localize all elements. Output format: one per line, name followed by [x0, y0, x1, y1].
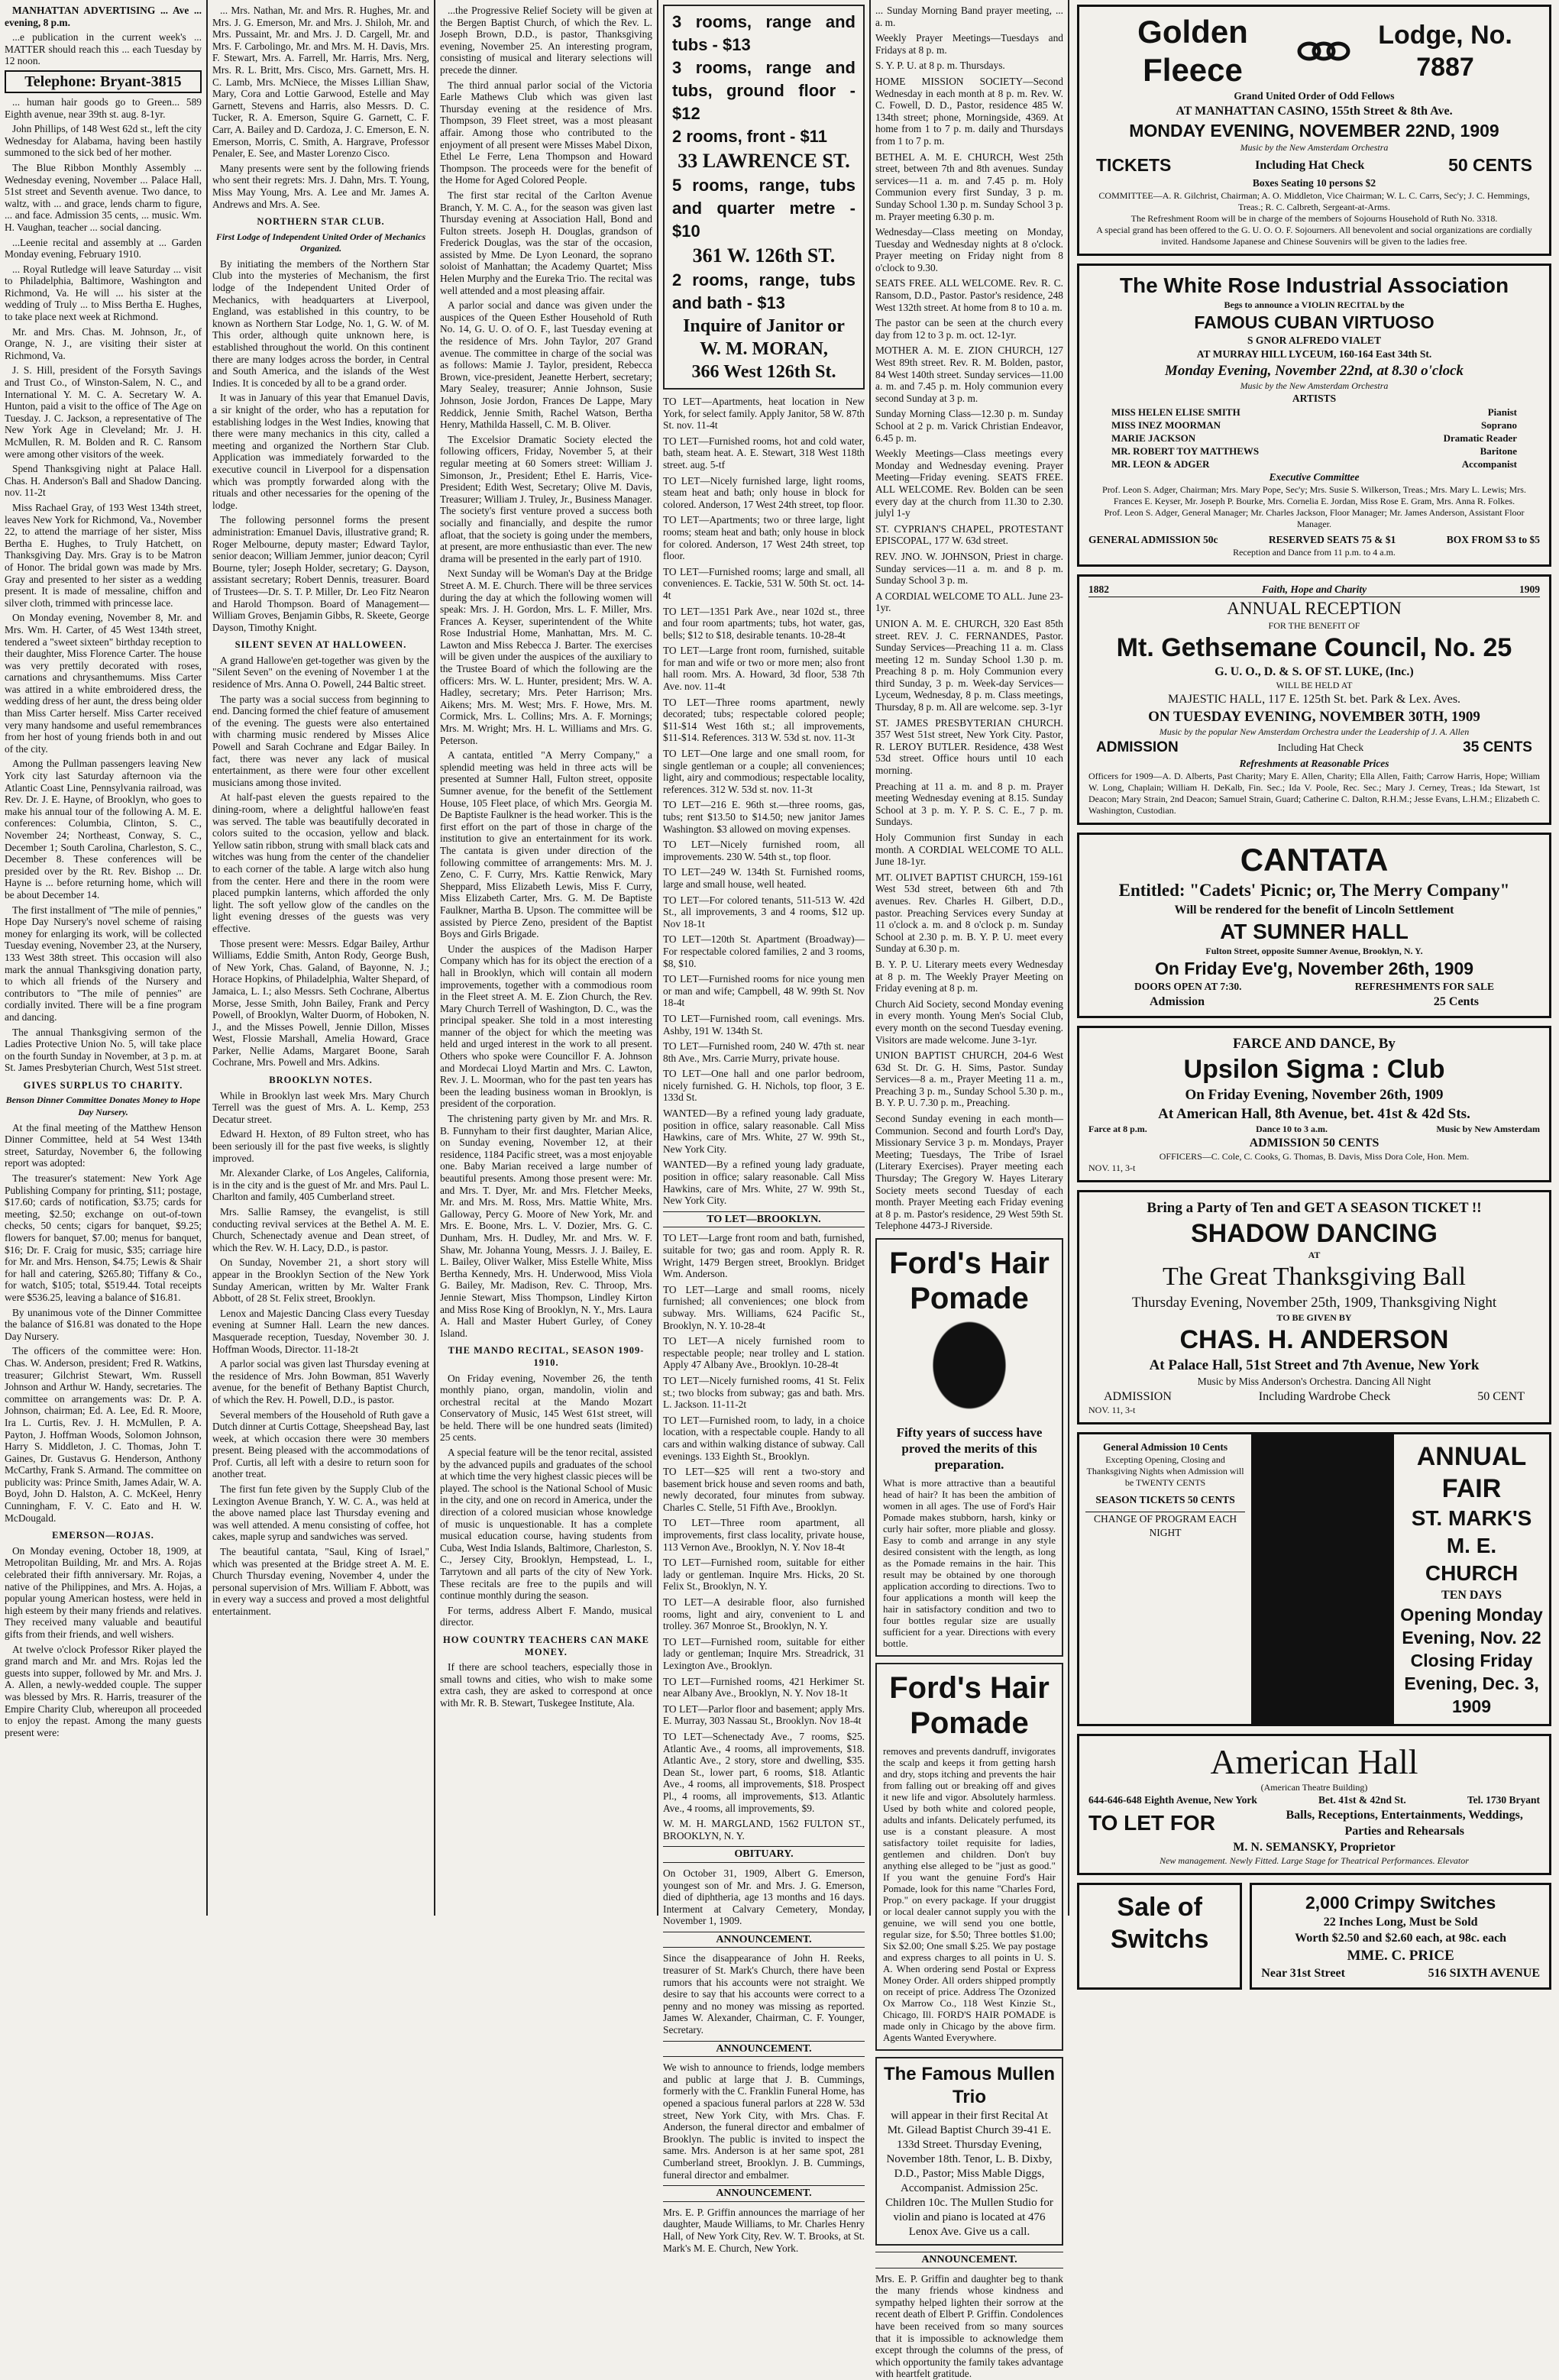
- article-paragraph: UNION A. M. E. CHURCH, 320 East 85th street. REV. J. C. FERNANDES, Pastor. Sunday Services—Preaching 11 a. m. Class meeting 12 m. Sunday School 1.30 p. m. Preaching 8 p. m. Holy Communion every third Sunday, 3 p. m. Week-day Services—Lyceum, Wednesday, 8 p. m. Class meetings, Thursday, 8 p. m. All are welcome. sep. 3-1yr: [875, 617, 1063, 713]
- ad-including: Including Hat Check: [1255, 158, 1365, 172]
- rental-line: 5 rooms, range, tubs and quarter metre - $10: [672, 176, 856, 241]
- section-heading: OBITUARY.: [663, 1846, 865, 1863]
- ad-price: 50 CENTS: [1323, 1137, 1379, 1150]
- ad-famous: FAMOUS CUBAN VIRTUOSO: [1194, 312, 1434, 332]
- article-paragraph: ... Royal Rutledge will leave Saturday ... visit to Philadelphia, Baltimore, Washington and Richmond, Va. He will ... his sister at the wedding of Truly ... to Miss Bertha E. Hughes, to take place next week at Richmond.: [5, 263, 202, 323]
- article-subhead: Benson Dinner Committee Donates Money to Hope Day Nursery.: [5, 1095, 201, 1118]
- ad-except: Excepting Opening, Closing and Thanksgiving Nights when Admission will be TWENTY CENTS: [1086, 1454, 1244, 1488]
- article-paragraph: Several members of the Household of Ruth gave a Dutch dinner at Curtis Cottage, Sheepshead Bay, last week, at which occasion there were 30 members present. Being pleased with the accommodations of Prof. Curtis, all left with a desire to return soon for another treat.: [212, 1408, 429, 1480]
- article-paragraph: At half-past eleven the guests repaired to the dining-room, where a delightful hallowe'en feast was served. The table was beautifully decorated in colors suited to the occasion, yellow and black. Yellow satin ribbon, strung with small black cats and witches was hung from the center of the chandelier to each corner of the table. A large witch also hung from the center. Here and there in the room were placed pumpkin lanterns, which afforded the only light. The soft yellow glow of the candles on the light evening dresses of the guests was very effective.: [212, 791, 429, 934]
- column-4-classifieds: [658, 5, 869, 2254]
- article-paragraph: The pastor can be seen at the church every day from 12 to 3 p. m. oct. 12-1yr.: [875, 317, 1063, 341]
- ad-admission: ADMISSION: [1104, 1390, 1172, 1403]
- ad-farce-time: Farce at 8 p.m.: [1088, 1124, 1147, 1134]
- article-paragraph: The officers of the committee were: Hon. Chas. W. Anderson, president; Fred R. Watkins, treasurer; Gilchrist Stewart, Wm. Russell Johnson and Arthur W. Handy, secretaries. The committee on arrangements was: Dr. P. A. Johnson, chairman; Ed. A. Lee, Ed. R. Moore, Ira L. Curtis, Rev. J. H. McMullen, P. A. Payton, J. Hoffman Woods, Solomon Johnson, Harry S. Middleton, J. C. Thomas, John T. Gaines, Dr. Gustavus G. Henderson, Anthony McCarthy, Frank S. Armand. The committee on publicity was: Prince Smith, James Adair, W. A. Boyd, John D. Halston, A. C. McKeel, Henry Cunningham, F. V. C. Eato and H. W. McDougald.: [5, 1345, 202, 1524]
- artist-role: Soprano: [1481, 419, 1517, 431]
- article-paragraph: We wish to announce to friends, lodge members and public at large that J. B. Cummings, formerly with the C. Franklin Funeral Home, has opened a spacious funeral parlors at 228 W. 53d street, New York City, with Mrs. Chas. F. Anderson, the funeral director and embalmer of Brooklyn. The public is invited to inspect the same. Mrs. Anderson is at her same spot, 281 Cumberland street, Brooklyn. J. B. Cummings, funeral director and embalmer.: [663, 2061, 865, 2181]
- article-paragraph: Wednesday—Class meeting on Monday, Tuesday and Wednesday nights at 8 o'clock. Prayer meeting on Friday night from 8 o'clock to 9.30.: [875, 226, 1063, 273]
- article-paragraph: REV. JNO. W. JOHNSON, Priest in charge. Sunday services—11 a. m. and 8 p. m. Sunday School 3 p. m.: [875, 550, 1063, 587]
- article-paragraph: The following personnel forms the present administration: Emanuel Davis, illustrative grand; R. Roger Melbourne, deputy master; Edward Taylor, senior deacon; William Jemmer, junior deacon; Cyril Bourne, tyler; Joseph Holder, secretary; G. Dayson, assistant secretary; Robert Dennis, treasurer. Board of Trustees—Dr. S. T. P. Miller, Dr. Leo Fitz Nearon and Harold Thompson. Board of Management—William Groves, Benjamin Gibbs, R. Skeete, George Dayson, Timothy Knight.: [212, 514, 429, 633]
- article-paragraph: TO LET—Three rooms apartment, newly decorated; tubs; respectable colored people; $11-$14 West 16th st.; all improvements, $11-$14. References. 313 W. 53d st. nov. 11-3t: [663, 696, 865, 744]
- article-headline: THE MANDO RECITAL, SEASON 1909-1910.: [448, 1345, 645, 1368]
- ad-admission: GENERAL ADMISSION 50c: [1088, 534, 1218, 545]
- ad-annual: ANNUAL RECEPTION: [1227, 599, 1402, 618]
- ad-date: Thursday Evening, November 25th, 1909, Thanksgiving Night: [1131, 1295, 1497, 1311]
- ad-addr: 516 SIXTH AVENUE: [1428, 1967, 1540, 1980]
- article-paragraph: TO LET—Furnished room, call evenings. Mrs. Ashby, 191 W. 134th St.: [663, 1012, 865, 1036]
- article-paragraph: Second Sunday evening in each month—Communion. Second and fourth Lord's Day, Missionary Service 3 p. m. Mondays, Prayer Meeting; Tuesdays, The Tribe of Israel (Literary Exercises). Prayer meeting each Thursday; The Gregory W. Hayes Literary Society meets second Tuesday of each month. Prayer Meeting each Friday evening at 8 p. m. Pastor's residence, 29 West 59th St. Telephone 4473-J Riverside.: [875, 1113, 1063, 1232]
- mullen-body: will appear in their first Recital At Mt. Gilead Baptist Church 39-41 E. 133d Street. Thursday Evening, November 18th. Tenor, L. B. Dixby, D.D., Pastor; Miss Mable Diggs, Accompanist. Admission 25c. Children 10c. The Mullen Studio for violin and piano is located at 476 Lenox Ave. Give us a call.: [885, 2110, 1053, 2238]
- article-paragraph: A cantata, entitled "A Merry Company," a splendid meeting was held in three acts will be presented at Sumner Hall, Fulton street, opposite Sumner avenue, for the benefit of the Settlement House, 105 Fleet place, of which Mrs. Georgia M. De Baptiste Faulkner is the head worker. This is the first effort on the part of those in charge of the institution to give an entertainment for its work. The cantata is given under direction of the following committee of arrangements: Mrs. M. J. Zeno, C. F. Curry, Mrs. Kattie Renwick, Mary Sheppard, Miss Elizabeth Lewis, Miss F. Curry, Miss Elizabeth Carter, Mrs. G. M. De Baptiste Faulkner, Martha B. Upson. The committee will be assisted by Pierce Zeno, president of the Baptist Boys and Girls Brigade.: [440, 749, 652, 940]
- article-paragraph: ...e publication in the current week's ... MATTER should reach this ... each Tuesday by 12 noon.: [5, 31, 202, 67]
- pomade-subtitle: Fifty years of success have proved the merits of this preparation.: [896, 1425, 1043, 1472]
- article-paragraph: The party was a social success from beginning to end. Dancing formed the chief feature of amusement of the evening. The guests were also entertained with charming music rendered by Misses Alice Powell and Sarah Cochrane and Edgar Bailey. In fact, there was never any lack of musical entertainment, as there were four other excellent musicians among those invited.: [212, 693, 429, 788]
- article-paragraph: Weekly Prayer Meetings—Tuesdays and Fridays at 8 p. m.: [875, 32, 1063, 56]
- article-paragraph: Miss Rachael Gray, of 193 West 134th street, leaves New York for Richmond, Va., November 22, to attend the marriage of her sister, Miss Bertha E. Hughes, to Truly Hatchett, on Thanksgiving Day. Mrs. Gray is to be Matron of Honor. The bridal gown was made by Mrs. Gray and presented to her sister as a wedding present. It is made of messaline, chiffon and silver cloth, trimmed with princesse lace.: [5, 501, 202, 609]
- article-paragraph: On Monday evening, October 18, 1909, at Metropolitan Building, Mr. and Mrs. A. Rojas celebrated their fifth anniversary. Mr. Rojas, a native of the Philippines, and Mrs. A. Hojas, a popular young American hostess, were held in high esteem by their many friends and relatives. They received many valuable and beautiful gifts from their friends, and well wishers.: [5, 1544, 202, 1640]
- article-headline: NORTHERN STAR CLUB.: [257, 216, 385, 228]
- article-paragraph: On Sunday, November 21, a short story will appear in the Brooklyn Section of the New York Sunday American, written by Mr. Walter Frank Abbott, of 28 St. Felix street, Brooklyn.: [212, 1256, 429, 1305]
- article-paragraph: The beautiful cantata, "Saul, King of Israel," which was presented at the Bridge street A. M. E. Church Thursday evening, November 4, under the personal supervision of Mrs. William F. Abbott, was in every way a success and proved a most delightful entertainment.: [212, 1546, 429, 1617]
- ad-near: Near 31st Street: [1261, 1967, 1345, 1980]
- ad-sale-of-switchs: [1077, 1883, 1242, 1990]
- ad-including: Including Wardrobe Check: [1258, 1390, 1391, 1403]
- ad-officers: Officers for 1909—A. D. Alberts, Past Charity; Mary E. Allen, Charity; Ella Allen, Faith; Carrow Harris, Hope; William W. Long, Chaplain; William H. DeKalb, Fin. Sec.; Ida V. Poole, Rec. Sec.; Mary J. Cerney, Treas.; Ida Stewart, 1st Deacon; Mary Strain, 2nd Deacon; Samuel Strain, Guard; Catherine C. Dalton, R.H.M.; Jesse Evans, L.H.M.; Elizabeth C. Washington, Custodian.: [1088, 771, 1540, 816]
- article-paragraph: If there are school teachers, especially those in small towns and cities, who wish to make some extra cash, they are asked to correspond at once with Mr. R. B. Stewart, Tuskegee Institute, Ala.: [440, 1661, 652, 1709]
- artist-row: [1088, 458, 1540, 471]
- article-paragraph: On Friday evening, November 26, the tenth monthly piano, organ, mandolin, violin and orchestral recital at the Mando Mozart Conservatory of Music, 145 West 61st street, will be held. There will be one hundred seats (limited) 25 cents.: [440, 1372, 652, 1444]
- ad-mgmt: Prof. Leon S. Adger, General Manager; Mr. Charles Jackson, Floor Manager; Mr. James Anderson, Assistant Floor Manager.: [1104, 507, 1525, 529]
- artist-name: MR. LEON & ADGER: [1111, 458, 1210, 470]
- mullen-title: The Famous Mullen Trio: [883, 2064, 1055, 2107]
- ad-note: The Refreshment Room will be in charge of the members of Sojourns Household of Ruth No. 3318.: [1130, 213, 1498, 224]
- article-paragraph: WANTED—By a refined young lady graduate, position in office; salary reasonable. Call Miss Hawkins, care of Mrs. White, 27 W. 99th St., New York City.: [663, 1159, 865, 1207]
- rental-line: 2 rooms, range, tubs and bath - $13: [672, 270, 856, 312]
- ad-reception: Reception and Dance from 11 p.m. to 4 a.m.: [1233, 547, 1396, 558]
- pomade-body: removes and prevents dandruff, invigorates the scalp and keeps it from getting harsh and dry, stops itching and prevents the hair from falling out or breaking off and gives it new life and vigor. Absolutely harmless. Used by both white and colored people, adults and infants. Delicately perfumed, its use is a constant pleasure. A most satisfactory toilet requisite for ladies, gentlemen and children. Don't buy anything else alleged to be "just as good." If you want the genuine Ford's Hair Pomade, look for this name "Charles Ford, Prop." on every package. If your druggist or local dealer cannot supply you with the genuine, we will send you one bottle, regular size, for $.50; Three bottles $1.00; Six $2.00; One small $.25. We pay postage and express charges to all points in U. S. A. When ordering send Postal or Express Money Order. All orders shipped promptly on receipt of price. Address The Ozonized Ox Marrow Co., 118 West Kinzie St., Chicago, Ill. FORD'S HAIR POMADE is made only in Chicago by the above firm. Agents Wanted Everywhere.: [883, 1745, 1056, 2043]
- column-5-church-notices: [871, 5, 1068, 2380]
- ad-tickets: TICKETS: [1096, 155, 1172, 175]
- article-paragraph: A parlor social was given last Thursday evening at the residence of Mrs. John Bowman, 851 Waverly avenue, for the benefit of Bethany Baptist Church, of which the Rev. H. Powell, D.D., is pastor.: [212, 1358, 429, 1405]
- article-paragraph: TO LET—Schenectady Ave., 7 rooms, $25. Atlantic Ave., 4 rooms, all improvements, $18. Atlantic Ave., 2 story, store and dwelling, $35. Dean St., lower part, 6 rooms, $18. Atlantic Ave., 4 rooms, all improvements, $18. Prospect Pl., 4 rooms, all improvements, $13. Atlantic Ave., 4 rooms, all improvements, $9.: [663, 1730, 865, 1814]
- ad-cantata: [1077, 833, 1551, 1018]
- ad-days: TEN DAYS: [1441, 1589, 1502, 1602]
- ad-music: Music by New Amsterdam: [1436, 1124, 1540, 1134]
- ad-venue: At Palace Hall, 51st Street and 7th Avenue, New York: [1149, 1357, 1480, 1373]
- ad-price: 25 Cents: [1433, 995, 1479, 1008]
- rental-line: 3 rooms, range and tubs - $13: [672, 12, 856, 54]
- article-paragraph: At twelve o'clock Professor Riker played the grand march and Mr. and Mrs. Rojas led the guests into supper, followed by Mr. and Mrs. J. A. Allen, a newly-wedded couple. The supper was blessed by Mrs. R. Harris, treasurer of the Empire Charity Club, whereupon all proceeded to enjoy the repast. Among the many guests present were:: [5, 1643, 202, 1738]
- ad-admission: Admission: [1150, 995, 1205, 1008]
- ad-note-2: A special grand has been offered to the G. U. O. O. F. Sojourners. All benevolent and social organizations are cordially invited. Handsome Japanese and Chinese Souvenirs will be given to the ladies free.: [1096, 225, 1532, 247]
- ad-sale: Sale of: [1117, 1893, 1202, 1922]
- article-headline: HOW COUNTRY TEACHERS CAN MAKE MONEY.: [442, 1634, 650, 1657]
- ad-count: 2,000 Crimpy Switches: [1305, 1893, 1496, 1913]
- ad-artists-heading: ARTISTS: [1292, 393, 1337, 404]
- artist-name: MARIE JACKSON: [1111, 432, 1196, 444]
- section-heading: ANNOUNCEMENT.: [663, 1932, 865, 1948]
- artist-name: MISS HELEN ELISE SMITH: [1111, 406, 1240, 418]
- article-paragraph: TO LET—Furnished room, to lady, in a choice location, with a respectable couple. Handy to all cars and within walking distance of subway. Call evenings. 133 Eighth St., Brooklyn.: [663, 1414, 865, 1462]
- ad-including: Including Hat Check: [1277, 741, 1364, 753]
- rental-line: 3 rooms, range and tubs, ground floor - $12: [672, 58, 856, 123]
- portrait-icon: [923, 1321, 1015, 1420]
- article-paragraph: Many presents were sent by the following friends who sent their regrets: Mrs. J. Dahn, Mrs. T. Young, Miss May Young, Mrs. A. Lee and Mr. James A. Andrews and Mrs. A. See.: [212, 162, 429, 210]
- ad-admission: ADMISSION: [1249, 1137, 1321, 1150]
- ad-opening: Opening Monday Evening, Nov. 22: [1400, 1605, 1543, 1648]
- article-paragraph: The Excelsior Dramatic Society elected the following officers, Friday, November 5, at their regular meeting at 60 Somers street: William J. Simonson, Jr., President; Ethel E. Harris, Vice-President; Edith West, Secretary; Olive M. Davis, Treasurer; William J. Truley, Jr., Business Manager. The society's first venture proved a success both socially and financially, and despite the rumor afloat, that the society is going under the members, at present, are more enthusiastic than ever. The new drama will be presented in the early part of 1910.: [440, 433, 652, 564]
- ad-date: Monday Evening, November 22nd, at 8.30 o'clock: [1164, 363, 1464, 379]
- rental-ad-box: [663, 5, 865, 390]
- article-paragraph: TO LET—216 E. 96th st.—three rooms, gas, tubs; rent $13.50 to $14.50; new janitor James Washington. $3 allowed on moving expenses.: [663, 799, 865, 835]
- column-1: [0, 5, 206, 1911]
- ad-exec: Prof. Leon S. Adger, Chairman; Mrs. Mary Pope, Sec'y; Mrs. Susie S. Wilkerson, Treas.; Mrs. Mary L. Lewis; Mrs. Frances E. Keyser, Mr. Joseph P. Bourke, Mrs. Cornelia E. Jordan, Miss Rose E. Gram, Mrs. Anna R. Folkes.: [1102, 484, 1526, 506]
- ads-column: [1069, 5, 1559, 1980]
- rental-line: 2 rooms, front - $11: [672, 127, 827, 146]
- ad-shadow-dancing: [1077, 1190, 1551, 1424]
- artist-row: [1088, 406, 1540, 419]
- article-paragraph: W. M. H. MARGLAND, 1562 FULTON ST., BROOKLYN, N. Y.: [663, 1818, 865, 1842]
- article-paragraph: The christening party given by Mr. and Mrs. R. B. Funnyham to their first daughter, Marian Alice, on Sunday evening, November 12, at their residence, 1184 Pacific street, was a most enjoyable one. Baby Marian received a large number of beautiful presents. Among those present were: Mr. and Mrs. T. Dyer, Mr. and Mrs. Fletcher Meeks, Mr. and Mrs. M. Ross, Mrs. Mattie White, Mrs. Galloway, Percy G. Moore of New York, Mr. and Mrs. E. Boone, Mrs. L. V. Dozier, Mrs. G. C. Dunham, Mrs. H. Dudley, Mr. and Mrs. W. F. Shaw, Mr. Johanna Young, Messrs. J. J. Bailey, E. L. Bailey, Oliver Walker, Miss Estelle White, Miss Bertha Kennedy, Mrs. H. Underwood, Miss Viola G. Bailey, Mr. Madison, Rev. C. Throop, Mrs. Jennie Stewart, Miss Thompson, Lindley Kirton and Miss Rose King of Brooklyn, N. Y., Mrs. Laura A. Hall and Master Hubert Gurley, of Coney Island.: [440, 1113, 653, 1339]
- ad-date: On Friday Eve'g, November 26th, 1909: [1154, 959, 1474, 978]
- ad-date: ON TUESDAY EVENING, NOVEMBER 30TH, 1909: [1148, 709, 1480, 725]
- article-paragraph: Weekly Meetings—Class meetings every Monday and Wednesday evening. Prayer Meeting—Friday evening. SEATS FREE. ALL WELCOME. Rev. Bolden can be seen every day at the church from 11.30 to 2.30. julyl 1-y: [875, 448, 1063, 519]
- ad-venue: AT MANHATTAN CASINO, 155th Street & 8th Ave.: [1176, 105, 1453, 118]
- artist-name: MISS INEZ MOORMAN: [1111, 419, 1221, 431]
- article-paragraph: MOTHER A. M. E. ZION CHURCH, 127 West 89th street. Rev. R. M. Bolden, pastor, 84 West 140th street. Sunday services—11.00 a. m. and 7.45 p. m. Holy communion every second Sunday at 3 p. m.: [875, 344, 1063, 404]
- artist-row: [1088, 419, 1540, 432]
- rental-agent-address: 366 West 126th St.: [691, 362, 836, 382]
- article-paragraph: TO LET—249 W. 134th St. Furnished rooms, large and small house, well heated.: [663, 866, 865, 890]
- ad-tel: Tel. 1730 Bryant: [1467, 1794, 1540, 1806]
- article-paragraph: TO LET—Parlor floor and basement; apply Mrs. E. Murray, 303 Nassau St., Brooklyn. Nov 18-4t: [663, 1703, 865, 1727]
- ad-mgmt: New management. Newly Fitted. Large Stage for Theatrical Performances. Elevator: [1160, 1855, 1469, 1866]
- article-paragraph: TO LET—1351 Park Ave., near 102d st., three and four room apartments; tubs, hot water, gas, bells; $12 to $18, desirable tenants. 10-28-4t: [663, 605, 865, 641]
- column-3: [435, 5, 657, 1911]
- article-paragraph: Mrs. E. P. Griffin and daughter beg to thank the many friends whose kindness and sympathy helped lighten their sorrow at the recent death of Elbert P. Griffin. Condolences have been received from so many sources that it is impossible to acknowledge them except through the columns of the press, of which opportunity the family takes advantage with heartfelt gratitude.: [875, 2272, 1063, 2380]
- article-paragraph: BETHEL A. M. E. CHURCH, West 25th street, between 7th and 8th avenues. Sunday services—11 a. m. and 7.45 p. m. Holy Communion every first Sunday, 3 p. m. Sunday School 1.30 p. m. Sunday School 3 p. m. Prayer meeting 6.30 p. m.: [875, 150, 1063, 222]
- ad-title: American Hall: [1210, 1742, 1418, 1781]
- ad-price: 50 CENTS: [1448, 155, 1532, 175]
- article-paragraph: Next Sunday will be Woman's Day at the Bridge Street A. M. E. Church. There will be three services during the day at which the following women will speak: Mrs. J. H. Gordon, Mrs. L. F. Miller, Mrs. Frances A. Keyser, superintendent of the White Rose Industrial Home, Manhattan, Mrs. M. C. Lawton and Miss Rebecca J. Barter. The exercises will be given under the auspices of the auxiliary to the Trustee Board of which the following are the officers: Mrs. W. L. Hunter, president; Mrs. W. A. Hadley, secretary; Mrs. Peter Harrison; Mrs. Aikens; Mrs. M. West; Mrs. F. Howe, Mrs. M. Cormick, Mrs. L. Collins; Mrs. A. F. Mornings; Mrs. M. Wright; Mrs. H. L. Williams and Mrs. G. Peterson.: [440, 568, 652, 746]
- article-paragraph: TO LET—Furnished rooms, hot and cold water, bath, steam heat. A. E. Stewart, 318 West 118th street. aug. 5-tf: [663, 435, 865, 471]
- ad-american-hall: [1077, 1734, 1551, 1875]
- rental-inquire: Inquire of Janitor or: [683, 316, 845, 336]
- ad-title-a: Upsilon: [1183, 1055, 1279, 1084]
- article-paragraph: TO LET—Apartments, heat location in New York, for select family. Apply Janitor, 58 W. 87th St. nov. 11-4t: [663, 396, 865, 432]
- article-paragraph: The Blue Ribbon Monthly Assembly ... Wednesday evening, November ... Palace Hall, 51st street and Seventh avenue. Two dance, to waltz, with ... and grace, lends charm to figure, ... and face. Admission 35 cents, ... music. Wm. H. Vaughan, teacher ... social dancing.: [5, 161, 202, 233]
- article-paragraph: By unanimous vote of the Dinner Committee the balance of $16.81 was donated to the Hope Day Nursery.: [5, 1306, 202, 1342]
- article-paragraph: It was in January of this year that Emanuel Davis, a sir knight of the order, who has a reputation for establishing lodges in the West Indies, knowing that there were many mechanics in this city, called a meeting and organized the Northern Star Club. Application was immediately forwarded to the executive council in Liverpool for a dispensation which was promptly forwarded along with the rituals and other necessaries for the opening of the lodge.: [212, 392, 429, 511]
- article-paragraph: TO LET—For colored tenants, 511-513 W. 42d St., all improvements, 3 and 4 rooms, $12 up. Nov 18-1t: [663, 894, 865, 930]
- article-headline: BROOKLYN NOTES.: [269, 1075, 373, 1086]
- article-paragraph: Holy Communion first Sunday in each month. A CORDIAL WELCOME TO ALL. June 18-1yr.: [875, 832, 1063, 868]
- article-paragraph: WANTED—By a refined young lady graduate, position in office, salary reasonable. Call Miss Hawkins, care of Mrs. White, 27 W. 99th St., New York City.: [663, 1108, 865, 1155]
- ad-date: On Friday Evening, November 26th, 1909: [1185, 1087, 1444, 1103]
- ad-rendered: Will be rendered for the benefit of Lincoln Settlement: [1174, 904, 1454, 917]
- pomade-ad: [875, 1238, 1063, 1657]
- article-paragraph: TO LET—One hall and one parlor bedroom, nicely furnished. G. H. Nichols, top floor, 3 E. 133d St.: [663, 1068, 865, 1104]
- ad-ball: The Great Thanksgiving Ball: [1163, 1263, 1466, 1291]
- article-paragraph: TO LET—Furnished room, 240 W. 47th st. near 8th Ave., Mrs. Carrie Murry, private house.: [663, 1040, 865, 1064]
- ad-given: TO BE GIVEN BY: [1276, 1312, 1352, 1323]
- article-paragraph: UNION BAPTIST CHURCH, 204-6 West 63d St. Dr. G. H. Sims, Pastor. Sunday Services—8 a. m., Prayer Meeting 11 a. m., Preaching 3 p. m., Sunday School 5.30 p. m., B. Y. P. U. 7.30 p. m., Preaching.: [875, 1049, 1063, 1109]
- ad-uses: Balls, Receptions, Entertainments, Weddings, Parties and Rehearsals: [1286, 1809, 1523, 1838]
- ad-general: General Admission 10 Cents: [1102, 1441, 1228, 1453]
- ad-refreshments: REFRESHMENTS FOR SALE: [1354, 981, 1494, 992]
- ad-venue: AT MURRAY HILL LYCEUM, 160-164 East 34th St.: [1196, 348, 1432, 360]
- chain-links-icon: [1297, 38, 1350, 64]
- ad-ref: NOV. 11, 3-t: [1088, 1405, 1136, 1415]
- article-paragraph: Edward H. Hexton, of 89 Fulton street, who has been seriously ill for the past five weeks, is slightly improved.: [212, 1128, 429, 1164]
- ad-motto: Faith, Hope and Charity: [1261, 584, 1367, 595]
- article-paragraph: ST. CYPRIAN'S CHAPEL, PROTESTANT EPISCOPAL, 177 W. 63d street.: [875, 522, 1063, 547]
- article-paragraph: TO LET—Nicely furnished large, light rooms, steam heat and bath; only house in block for colored. Anderson, 17 West 24th street, top floor.: [663, 474, 865, 510]
- article-paragraph: SEATS FREE. ALL WELCOME. Rev. R. C. Ransom, D.D., Pastor. Pastor's residence, 248 West 132th street. At home from 8 to 10 a. m.: [875, 277, 1063, 313]
- ad-performer: S GNOR ALFREDO VIALET: [1247, 335, 1381, 346]
- ad-doors: DOORS OPEN AT 7:30.: [1134, 981, 1242, 992]
- ad-officers: OFFICERS—C. Cole, C. Cooks, G. Thomas, B. Davis, Miss Dora Cole, Hon. Mem.: [1159, 1151, 1470, 1162]
- ad-box: BOX FROM $3 to $5: [1446, 534, 1540, 545]
- article-paragraph: Among the Pullman passengers leaving New York city last Saturday afternoon via the Atlantic Coast Line, Pennsylvania railroad, was Rev. Dr. J. E. Hayne, of Brooklyn, who goes to make his annual tour of the following A. M. E. conferences: Columbia, Clinton, S. C., November 24; Northeast, Conway, S. C., December 1; South Carolina, Charleston, S. C., December 8. These conferences will be presided over by the Rt. Rev. Bishop ... Dr. Hayne is ... before returning home, which will be about December 14.: [5, 758, 202, 901]
- article-paragraph: The annual Thanksgiving sermon of the Ladies Protective Union No. 5, will take place on the fourth Sunday in November, at 3 p. m. at St. James Presbyterian Church, West 51st street.: [5, 1026, 202, 1074]
- article-paragraph: MT. OLIVET BAPTIST CHURCH, 159-161 West 53d street, between 6th and 7th avenues. Rev. Charles H. Gilbert, D.D., pastor. Preaching Services every Sunday at 11 o'clock a. m. and 8 o'clock p. m. Sunday School at 2.30 p. m. B. Y. P. U. meet every Sunday at 6.30 p. m.: [875, 871, 1063, 955]
- article-paragraph: ...the Progressive Relief Society will be given at the Bergen Baptist Church, of which the Rev. L. Joseph Brown, D.D., is pastor, Thanksgiving evening, November 25. An interesting program, consisting of musical and literary selections will precede the dinner.: [440, 5, 652, 76]
- article-paragraph: The first star recital of the Carlton Avenue Branch, Y. M. C. A., for the season was given last Thursday evening at Association Hall, Bond and Fulton streets. Joseph H. Douglas, grandson of Frederick Douglas, was the star of the occasion, assisted by Mme. De Lyon Leonard, the soprano soloist of Manhattan; the Academy Quartet; Miss Helen Murphy and the Eureka Trio. The recital was well attended and a most pleasing affair.: [440, 189, 652, 296]
- ad-organizer: CHAS. H. ANDERSON: [1179, 1325, 1449, 1354]
- article-paragraph: A CORDIAL WELCOME TO ALL. June 23-1yr.: [875, 590, 1063, 614]
- article-paragraph: The first fun fete given by the Supply Club of the Lexington Avenue Branch, Y. W. C. A., was held at the above named place last Thursday evening and was well attended. A menu consisting of coffee, hot cakes, maple syrup and sandwiches was served.: [212, 1483, 429, 1543]
- artist-role: Pianist: [1487, 406, 1517, 418]
- article-paragraph: Under the auspices of the Madison Harper Company which has for its object the erection of a hall in Brooklyn, which will contain all modern improvements, together with a commodious room in the Fleet street A. M. E. Zion Church, the Rev. Mary Church Terrell of Washington, D. C., was the principal speaker. She told in a most interesting manner of the object for which the meeting was held and urged interest in the work to all present. Others who spoke were Councillor F. A. Johnson and Mordecai Lloyd Martin and Mrs. C. Lawton, Rev. J. L. Moorman, who for the past ten years has been the leading business woman in Brooklyn, is president of the corporation.: [440, 943, 652, 1110]
- article-headline: EMERSON—ROJAS.: [52, 1530, 154, 1541]
- ad-gethsemane: [1077, 574, 1551, 825]
- ad-entitled: Entitled: "Cadets' Picnic; or, The Merry Company": [1118, 881, 1510, 900]
- ad-annual-fair: [1077, 1432, 1551, 1726]
- article-headline: SILENT SEVEN AT HALLOWEEN.: [234, 639, 407, 651]
- ad-founded: 1882: [1088, 584, 1109, 595]
- article-paragraph: TO LET—A desirable floor, also furnished rooms, light and airy, convenient to L and trolley. 367 Monroe St., Brooklyn, N. Y.: [663, 1596, 865, 1632]
- article-paragraph: Sunday Morning Class—12.30 p. m. Sunday School at 2 p. m. Varick Christian Endeavor, 6.45 p. m.: [875, 408, 1063, 444]
- ad-title: Mt. Gethsemane Council, No. 25: [1116, 633, 1512, 662]
- ad-title-b: Sigma: [1286, 1055, 1364, 1084]
- pomade-title: Ford's Hair Pomade: [889, 1247, 1050, 1315]
- artist-role: Baritone: [1480, 445, 1517, 457]
- article-headline: GIVES SURPLUS TO CHARITY.: [23, 1079, 183, 1091]
- ad-change: CHANGE OF PROGRAM EACH NIGHT: [1085, 1512, 1245, 1540]
- article-paragraph: A parlor social and dance was given under the auspices of the Queen Esther Household of Ruth No. 14, G. U. O. of O. F., last Tuesday evening at the residence of Mrs. John Taylor, 207 Grand avenue. The committee in charge of the social was as follows: Mamie J. Taylor, president, Rebecca Brown, vice-president, Jeanette Herbert, secretary; Mary Sealey, treasurer; Annie Johnson, Susie Johnson, Josie Jordon, Frances De Lappe, Mary Reddick, Jennie Smith, Rachel Watson, Bertha Henry, Mathilda Hassell, C. M. B. Oliver.: [440, 299, 652, 431]
- ad-ref: NOV. 11, 3-t: [1088, 1163, 1136, 1173]
- section-heading: ANNOUNCEMENT.: [663, 2185, 865, 2202]
- section-heading: TO LET—BROOKLYN.: [663, 1211, 865, 1228]
- ad-year: 1909: [1519, 584, 1540, 595]
- article-paragraph: TO LET—Large and small rooms, nicely furnished; all conveniences; one block from subway. Mrs. Williams, 624 Pacific St., Brooklyn, N. Y. 10-28-4t: [663, 1283, 865, 1331]
- ad-music: Music by the New Amsterdam Orchestra: [1240, 380, 1389, 391]
- ad-title: CANTATA: [1240, 842, 1389, 878]
- ad-benefit: FOR THE BENEFIT OF: [1268, 620, 1360, 631]
- article-paragraph: TO LET—120th St. Apartment (Broadway)—For respectable colored families, 2 and 3 rooms, $8, $10.: [663, 933, 865, 969]
- ad-order: Grand United Order of Odd Fellows: [1234, 90, 1395, 102]
- article-paragraph: Mr. and Mrs. Chas. M. Johnson, Jr., of Orange, N. J., are visiting their sister at Richmond, Va.: [5, 325, 202, 361]
- artist-role: Dramatic Reader: [1443, 432, 1517, 444]
- article-paragraph: TO LET—$25 will rent a two-story and basement brick house and seven rooms and bath, newly decorated, four minutes from subway. Charles C. Stelle, 51 Fifth Ave., Brooklyn.: [663, 1466, 865, 1513]
- ad-price: 50 CENT: [1477, 1390, 1525, 1403]
- article-paragraph: J. S. Hill, president of the Forsyth Savings and Trust Co., of Winston-Salem, N. C., and International Y. M. C. A. Secretary W. A. Hunton, paid a visit to the office of The Age on Tuesday. J. C. Jackson, a representative of The New York Age in Cleveland; Mr. J. H. McMullen, R. M. Bolden and R. C. Ransom were among other visitors of the week.: [5, 364, 202, 460]
- ad-artists-list: [1088, 406, 1540, 471]
- article-paragraph: Spend Thanksgiving night at Palace Hall. Chas. H. Anderson's Ball and Shadow Dancing. nov. 11-2t: [5, 463, 202, 499]
- ad-music: Music by Miss Anderson's Orchestra. Dancing All Night: [1197, 1376, 1431, 1387]
- article-paragraph: TO LET—Apartments; two or three large, light rooms; steam heat and bath; only house in block for colored. Anderson, 17 West 24th street, top floor.: [663, 514, 865, 562]
- ad-church: ST. MARK'S M. E. CHURCH: [1411, 1506, 1532, 1585]
- mullen-trio-ad: [875, 2057, 1063, 2246]
- ad-venue: At American Hall, 8th Avenue, bet. 41st & 42d Sts.: [1158, 1106, 1470, 1122]
- ad-held: WILL BE HELD AT: [1276, 680, 1353, 690]
- article-paragraph: Church Aid Society, second Monday evening in every month. Young Men's Social Club, every month on the second Tuesday evening. Visitors are made welcome. June 3-1yr.: [875, 998, 1063, 1046]
- ad-music: Music by the popular New Amsterdam Orchestra under the Leadership of J. A. Allen: [1159, 726, 1470, 737]
- article-paragraph: A grand Hallowe'en get-together was given by the "Silent Seven" on the evening of November 1 at the residence of Mrs. Anna O. Powell, 244 Baltic street.: [212, 654, 429, 690]
- article-paragraph: TO LET—Nicely furnished room, all improvements. 230 W. 54th st., top floor.: [663, 839, 865, 862]
- article-paragraph: ... Mrs. Nathan, Mr. and Mrs. R. Hughes, Mr. and Mrs. J. G. Emerson, Mr. and Mrs. J. Shiloh, Mr. and Mrs. Pussaint, Mr. and Mrs. J. D. Cargell, Mr. and Mrs. F. Carbolingo, Mr. and Mrs. M. H. Davis, Mrs. F. Stewart, Mrs. A. Farrell, Mr. Harris, Mrs. Nerg, Mrs. R. L. Britt, Mrs. Cisco, Mrs. Garnett, Mrs. H. C. Lamb, Mrs. McNiece, the Misses Lillian Shaw, Mary, Cora and Lottie Garwood, Estelle and May Garnett, Stevens and Harris, also Messrs. D. C. Tucker, R. A. Emerson, Squire G. Garnett, C. F. Carr, A. Bailey and D. Cardoza, J. C. Emerson, E. N. Emerson, Morris, C. Smith, A. Hargrave, Professor Penaler, E. See, and Master Lorenzo Cisco.: [212, 5, 429, 160]
- ad-switchs: Switchs: [1110, 1925, 1209, 1954]
- article-paragraph: S. Y. P. U. at 8 p. m. Thursdays.: [875, 60, 1005, 72]
- ad-farce: FARCE AND DANCE, By: [1233, 1036, 1396, 1052]
- ad-worth: Worth $2.50 and $2.60 each, at 98c. each: [1295, 1932, 1507, 1945]
- ad-title: ANNUAL FAIR: [1416, 1442, 1527, 1503]
- article-paragraph: HOME MISSION SOCIETY—Second Wednesday in each month at 8 p. m. Rev. W. C. Fowell, D. D., Pastor, residence 485 W. 134th street; phone, Morningside, 4369. At home from 1 to 7 p. m. daily and Thursdays from 1 to 7 p. m.: [875, 75, 1063, 147]
- ad-length: 22 Inches Long, Must be Sold: [1323, 1916, 1478, 1929]
- ad-tolet: TO LET FOR: [1088, 1811, 1215, 1835]
- article-paragraph: Mr. Alexander Clarke, of Los Angeles, California, is in the city and is the guest of Mr. and Mrs. Paul L. Charlton and family, 405 Cumberland street.: [212, 1167, 429, 1203]
- section-heading: ANNOUNCEMENT.: [875, 2252, 1063, 2268]
- article-paragraph: On Monday evening, November 8, Mr. and Mrs. Wm. H. Carter, of 45 West 134th street, tendered a "sweet sixteen" birthday reception to their daughter, Miss Florence Carter. The house was very prettily decorated with roses, carnations and chrysanthemums. Miss Carter was attired in a white embroidered dress, the wedding dress of her aunt, the dress being older than Miss Carter herself. Miss Carter received very many handsome and useful remembrances from her host of young friends both in and out of the city.: [5, 612, 202, 755]
- article-paragraph: The third annual parlor social of the Victoria Earle Mathews Club which was given last Thursday evening at the residence of Mrs. Thompson, 39 Fleet street, was a most pleasant affair. Among those who contributed to the enjoyment of all present were Misses Mabel Dixon, Ethel Le Ferre, Lena Thompson and Howard Thompson. The proceeds were for the benefit of the Home for Aged Colored People.: [440, 79, 652, 186]
- article-paragraph: Mrs. E. P. Griffin announces the marriage of her daughter, Maude Williams, to Mr. Charles Henry Hall, of New York City, Rev. W. T. Brooks, at St. Mark's M. E. Church, New York.: [663, 2206, 865, 2254]
- ad-venue: Fulton Street, opposite Sumner Avenue, Brooklyn, N. Y.: [1205, 946, 1423, 956]
- section-heading: ANNOUNCEMENT.: [663, 2041, 865, 2058]
- ad-at: AT SUMNER HALL: [1220, 920, 1409, 943]
- article-paragraph: B. Y. P. U. Literary meets every Wednesday at 8 p. m. The Weekly Prayer Meeting on Friday evening at 8 p. m.: [875, 958, 1063, 994]
- ad-name: MME. C. PRICE: [1347, 1948, 1454, 1964]
- ad-title: Golden Fleece: [1137, 14, 1248, 88]
- article-paragraph: The first installment of "The mile of pennies," Hope Day Nursery's novel scheme of raising money for enlarging its work, will be collected Tuesday evening, November 23, at the Nursery, 133 West 38th street. This occasion will also mark the annual Thanksgiving donation party, to which all friends of the Nursery and contributors to "The mile of pennies" are cordially invited. There will be a fine program and dancing.: [5, 904, 202, 1023]
- ad-admission: ADMISSION: [1096, 739, 1179, 755]
- artist-role: Accompanist: [1461, 458, 1517, 470]
- article-paragraph: TO LET—A nicely furnished room to respectable people; near trolley and L station. Apply 47 Albany Ave., Brooklyn. 10-28-4t: [663, 1335, 865, 1371]
- article-paragraph: ST. JAMES PRESBYTERIAN CHURCH. 357 West 51st street, New York City. Pastor, R. LEROY BUTLER. Residence, 438 West 53d street. Office hours until 10 each morning.: [875, 716, 1063, 777]
- ad-between: Bet. 41st & 42nd St.: [1318, 1794, 1406, 1806]
- ad-switches-row: [1077, 1883, 1551, 1997]
- article-paragraph: ... Sunday Morning Band prayer meeting, ... a. m.: [875, 5, 1063, 28]
- article-paragraph: Mrs. Sallie Ramsey, the evangelist, is still conducting revival services at the Bethel A. M. E. Church, Schenectady avenue and Dean street, of which the Rev. W. H. Lacy, D.D., is pastor.: [212, 1206, 429, 1253]
- rental-agent: W. M. MORAN,: [700, 339, 828, 359]
- ad-season: SEASON TICKETS 50 CENTS: [1095, 1494, 1235, 1505]
- article-paragraph: TO LET—Furnished room, suitable for either lady or gentleman; Inquire Mrs. Streadrick, 31 Lexington Ave., Brooklyn.: [663, 1635, 865, 1671]
- pomade-body: What is more attractive than a beautiful head of hair? It has been the ambition of women in all ages. The use of Ford's Hair Pomade makes stubborn, harsh, kinky or curly hair softer, more pliable and glossy. Easy to comb and arrange in any style desired consistent with the length, as long as the Pomade remains in the hair. This result may be obtained by one thorough application according to directions. Two to four applications a month will keep the hair in satisfactory condition and two to four bottles regular size are usually sufficient for a year. Directions with every bottle.: [883, 1477, 1056, 1649]
- ad-sub: (American Theatre Building): [1260, 1782, 1368, 1793]
- article-subhead: First Lodge of Independent United Order of Mechanics Organized.: [215, 231, 426, 254]
- article-paragraph: Since the disappearance of John H. Reeks, treasurer of St. Mark's Church, there have been rumors that his accounts were not straight. We desire to say that his accounts were correct to a penny and no money was missing as reported. James W. Alexander, Chairman, C. F. Younger, Secretary.: [663, 1952, 865, 2036]
- ad-exec-heading: Executive Committee: [1269, 471, 1360, 483]
- article-paragraph: TO LET—Large front room, furnished, suitable for man and wife or two or more men; also front hall room. Mrs. A. Howard, 3d floor, 538 7th Ave. nov. 11-4t: [663, 645, 865, 693]
- ad-refreshments: Refreshments at Reasonable Prices: [1239, 758, 1389, 769]
- artist-row: [1088, 445, 1540, 458]
- ad-closing: Closing Friday Evening, Dec. 3, 1909: [1404, 1651, 1539, 1716]
- article-paragraph: While in Brooklyn last week Mrs. Mary Church Terrell was the guest of Mrs. A. L. Kemp, 253 Decatur street.: [212, 1089, 429, 1125]
- ad-venue: MAJESTIC HALL, 117 E. 125th St. bet. Park & Lex. Aves.: [1167, 693, 1461, 706]
- ad-boxes: Boxes Seating 10 persons $2: [1252, 177, 1376, 189]
- artist-name: MR. ROBERT TOY MATTHEWS: [1111, 445, 1260, 457]
- ad-committee: COMMITTEE—A. R. Gilchrist, Chairman; A. O. Middleton, Vice Chairman; W. L. C. Carrs, Sec'y; J. C. Hemmings, Treas.; R. C. Calbreth, Sergeant-at-Arms.: [1098, 190, 1530, 212]
- article-paragraph: By initiating the members of the Northern Star Club into the mysteries of Mechanism, the first lodge of the Independent United Order of Mechanics, with headquarters at Liverpool, England, was established in this country, to be known as Northern Star Lodge, No. 1, G. W. of M. This order, although quite unknown here, is established throughout the world. On this continent there are many lodges across the border, in Central and South America, and the islands of the West Indies. It is conceded by all to be a grand order.: [212, 257, 429, 389]
- ad-addr: 644-646-648 Eighth Avenue, New York: [1088, 1794, 1257, 1806]
- ad-golden-fleece: [1077, 5, 1551, 256]
- ad-white-rose: [1077, 264, 1551, 567]
- article-paragraph: At the final meeting of the Matthew Henson Dinner Committee, held at 54 West 134th street, Saturday, November 6, the following report was adopted:: [5, 1121, 202, 1169]
- pomade-title: Ford's Hair Pomade: [889, 1671, 1050, 1740]
- telephone-notice: Telephone: Bryant-3815: [5, 70, 202, 93]
- article-paragraph: TO LET—Furnished rooms for nice young men or man and wife; Campbell, 48 W. 99th St. Nov 18-4t: [663, 973, 865, 1009]
- rental-address: 33 LAWRENCE ST.: [678, 150, 850, 172]
- ad-upsilon-sigma: [1077, 1026, 1551, 1182]
- ad-crimpy-switches: [1250, 1883, 1551, 1990]
- ad-proprietor: M. N. SEMANSKY, Proprietor: [1233, 1841, 1396, 1854]
- article-paragraph: Those present were: Messrs. Edgar Bailey, Arthur Williams, Eddie Smith, Anton Rody, George Bush, of New York, Chas. Galand, of Bayonne, N. J.; Horace Hopkins, of Philadelphia, Walter Shepard, of Jamaica, L. I.; also Messrs. Seth Cochrane, Albertus Morse, Jesse Smith, John Bailey, Frank and Percy Powell, of Brooklyn, Walter Duorm, of Hoboken, N. J., and the Misses Powell, Jennie Dillon, Misses West, Flossie Marshall, Amelia Howard, Grace Parker, Nellie Adams, Margaret Boone, Sarah Cochrane, Mrs. Powell and Mrs. Adkins.: [212, 937, 429, 1069]
- ad-begs: Begs to announce a VIOLIN RECITAL by the: [1224, 299, 1405, 310]
- pomade-ad: [875, 1663, 1063, 2051]
- ad-date: MONDAY EVENING, NOVEMBER 22ND, 1909: [1129, 121, 1499, 141]
- ad-reserved: RESERVED SEATS 75 & $1: [1268, 534, 1396, 545]
- column-2: [208, 5, 434, 1911]
- ad-bring: Bring a Party of Ten and GET A SEASON TICKET !!: [1147, 1200, 1482, 1216]
- article-paragraph: The treasurer's statement: New York Age Publishing Company for printing, $11; postage, $17.60; cards of notification, $3.75; cards for meeting, $2.50; exchange on out-of-town checks, 50 cents; cigars for banquet, $9.25; flowers for banquet, $7.00; menus for banquet, $16; Dr. F. Craig for music, $35; carriage hire for Mr. and Mrs. Henson, $4.75; Lewis & Shair for hall and catering, $265.80; Tiffany & Co., for watch, $105; total, $519.44. Total receipts were $536.25, leaving a balance of $16.81.: [5, 1172, 202, 1303]
- article-paragraph: TO LET—Furnished room, suitable for either lady or gentleman. Inquire Mrs. Hicks, 20 St. Felix St., Brooklyn, N. Y.: [663, 1557, 865, 1593]
- ad-lodge: Lodge, No. 7887: [1378, 21, 1512, 82]
- ad-at: AT: [1308, 1250, 1321, 1260]
- ad-music: Music by the New Amsterdam Orchestra: [1240, 142, 1389, 153]
- article-paragraph: On October 31, 1909, Albert G. Emerson, youngest son of Mr. and Mrs. J. G. Emerson, died of diphtheria, age 13 months and 16 days. Interment at Calvary Cemetery, Monday, November 1, 1909.: [663, 1867, 865, 1927]
- article-paragraph: Lenox and Majestic Dancing Class every Tuesday evening at Sumner Hall. Learn the new dances. Masquerade reception, Tuesday, November 30. J. Hoffman Woods, Director. 11-18-2t: [212, 1307, 429, 1355]
- article-paragraph: TO LET—Large front room and bath, furnished, suitable for two; gas and room. Apply R. R. Wright, 1479 Bergen street, Brooklyn. Bridget Wm. Anderson.: [663, 1232, 865, 1280]
- masthead-notice: MANHATTAN ADVERTISING ... Ave ... evening, 8 p.m.: [5, 5, 202, 28]
- rental-address: 361 W. 126th ST.: [692, 244, 836, 267]
- ad-order: G. U. O., D. & S. OF ST. LUKE, (Inc.): [1215, 665, 1414, 678]
- ad-dance-time: Dance 10 to 3 a.m.: [1256, 1124, 1328, 1134]
- ad-title: The White Rose Industrial Association: [1119, 273, 1509, 297]
- ad-price: 35 CENTS: [1463, 739, 1532, 755]
- article-paragraph: TO LET—Nicely furnished rooms, 41 St. Felix st.; two blocks from subway; gas and bath. Mrs. L. Jackson. 11-11-2t: [663, 1374, 865, 1411]
- article-paragraph: TO LET—Three room apartment, all improvements, first class locality, private house, 113 Vernon Ave., Brooklyn, N. Y. Nov 18-4t: [663, 1517, 865, 1553]
- article-paragraph: TO LET—Furnished rooms; large and small, all conveniences. E. Tackie, 531 W. 50th St. oct. 14-4t: [663, 565, 865, 601]
- ad-title: SHADOW DANCING: [1191, 1219, 1438, 1248]
- article-paragraph: TO LET—Furnished rooms, 421 Herkimer St. near Albany Ave., Brooklyn, N. Y. Nov 18-1t: [663, 1675, 865, 1699]
- article-paragraph: For terms, address Albert F. Mando, musical director.: [440, 1604, 652, 1628]
- article-paragraph: ... human hair goods go to Green... 589 Eighth avenue, near 39th st. aug. 8-1yr.: [5, 95, 202, 120]
- article-paragraph: TO LET—One large and one small room, for single gentleman or a couple; all conveniences; light, airy and commodious; respectable locality, references. 312 W. 53d st. nov. 11-3t: [663, 748, 865, 795]
- article-paragraph: A special feature will be the tenor recital, assisted by the advanced pupils and graduates of the school at which time the very highest classic pieces will be played. The school is the National School of Music in the city, and one on record in America, under the direction of a colored musician whose knowledge of music is unquestionable. It has a complete musical education course, having students from Cuba, West India Islands, Baltimore, Charleston, S. C., Jersey City, Brooklyn, Hempstead, L. I., Tarrytown and all parts of the city of New York. These recitals are free to the pupils and will continue monthly during the season.: [440, 1447, 652, 1602]
- ad-title-c: : Club: [1371, 1055, 1445, 1084]
- article-paragraph: John Phillips, of 148 West 62d st., left the city Wednesday for Alabama, having been hastily summoned to the sick bed of her mother.: [5, 123, 202, 159]
- article-paragraph: ...Leenie recital and assembly at ... Garden Monday evening, February 1910.: [5, 236, 202, 260]
- artist-row: [1088, 432, 1540, 445]
- article-paragraph: Preaching at 11 a. m. and 8 p. m. Prayer meeting Wednesday evening at 8.15. Sunday School at 3 p. m. Y. P. S. C. E., 7 p. m. Sundays.: [875, 780, 1063, 828]
